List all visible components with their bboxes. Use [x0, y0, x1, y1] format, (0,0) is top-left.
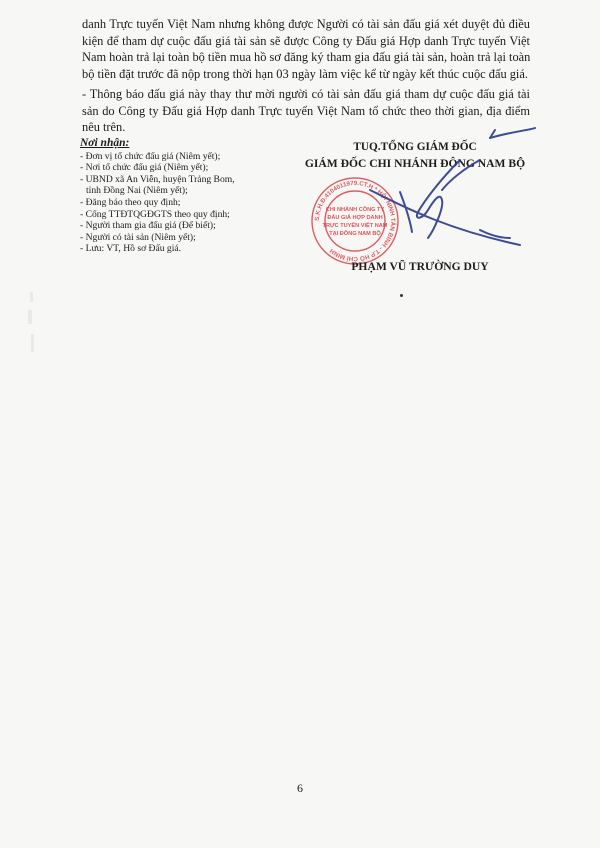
signer-name: PHẠM VŨ TRƯỜNG DUY	[351, 260, 489, 273]
recipient-item: - Người tham gia đấu giá (Để biết);	[80, 220, 216, 232]
svg-text:CHI NHÁNH CÔNG TY: CHI NHÁNH CÔNG TY	[325, 207, 385, 213]
svg-text:TRỰC TUYẾN VIỆT NAM: TRỰC TUYẾN VIỆT NAM	[322, 223, 388, 229]
recipient-item: - Đơn vị tổ chức đấu giá (Niêm yết);	[80, 150, 221, 162]
scan-margin-smudge	[22, 290, 42, 360]
recipient-item: - Đăng báo theo quy định;	[80, 196, 181, 208]
text-line: Nam hoàn trả lại toàn bộ tiền mua hồ sơ đăng ký tham gia đấu giá tài sản, hoàn trả lại toàn	[82, 50, 531, 64]
text-line: nêu trên.	[82, 120, 126, 134]
recipient-item: - Nơi tổ chức đấu giá (Niêm yết);	[80, 162, 209, 174]
recipient-item: tỉnh Đồng Nai (Niêm yết);	[86, 185, 188, 197]
text-line: kiện để tham dự cuộc đấu giá tài sản sẽ được Công ty Đấu giá Hợp danh Trực tuyến Việt	[82, 33, 530, 48]
recipient-item: - Cổng TTĐTQGĐGTS theo quy định;	[80, 208, 230, 220]
svg-text:ĐẤU GIÁ HỢP DANH: ĐẤU GIÁ HỢP DANH	[327, 215, 383, 221]
handwritten-signature	[330, 120, 540, 260]
text-line: sản do Công ty Đấu giá Hợp danh Trực tuyến Việt Nam tổ chức theo thời gian, địa điểm	[82, 103, 530, 118]
ink-dot	[400, 294, 403, 297]
paragraph-refund-terms	[82, 16, 530, 82]
recipient-item: - Người có tài sản (Niêm yết);	[80, 231, 196, 243]
recipients-list	[80, 138, 280, 255]
signature-title-line: GIÁM ĐỐC CHI NHÁNH ĐÔNG NAM BỘ	[304, 157, 526, 170]
page-number: 6	[297, 781, 303, 795]
recipient-item: - UBND xã An Viễn, huyện Trảng Bom,	[80, 173, 235, 185]
recipient-item: - Lưu: VT, Hồ sơ Đấu giá.	[80, 243, 182, 255]
text-line: bộ tiền đặt trước đã nộp trong thời hạn 03 ngày làm việc kể từ ngày kết thúc cuộc đấu giá.	[82, 66, 528, 81]
recipients-heading: Nơi nhận:	[80, 137, 130, 149]
svg-text:TẠI ĐÔNG NAM BỘ: TẠI ĐÔNG NAM BỘ	[329, 231, 381, 237]
text-line: danh Trực tuyến Việt Nam nhưng không được Người có tài sản đấu giá xét duyệt đủ điều	[82, 17, 530, 31]
text-line: - Thông báo đấu giá này thay thư mời người có tài sản đấu giá tham dự cuộc đấu giá tài	[82, 87, 530, 101]
svg-text:S.K.H.Đ.4104011979.CT.H * HỘI: S.K.H.Đ.4104011979.CT.H * HỘI NINH TÂN BÌNH - T.P HỒ CHÍ MINH	[313, 179, 397, 263]
signature-authority-line: TUQ.TỔNG GIÁM ĐỐC	[353, 141, 477, 153]
